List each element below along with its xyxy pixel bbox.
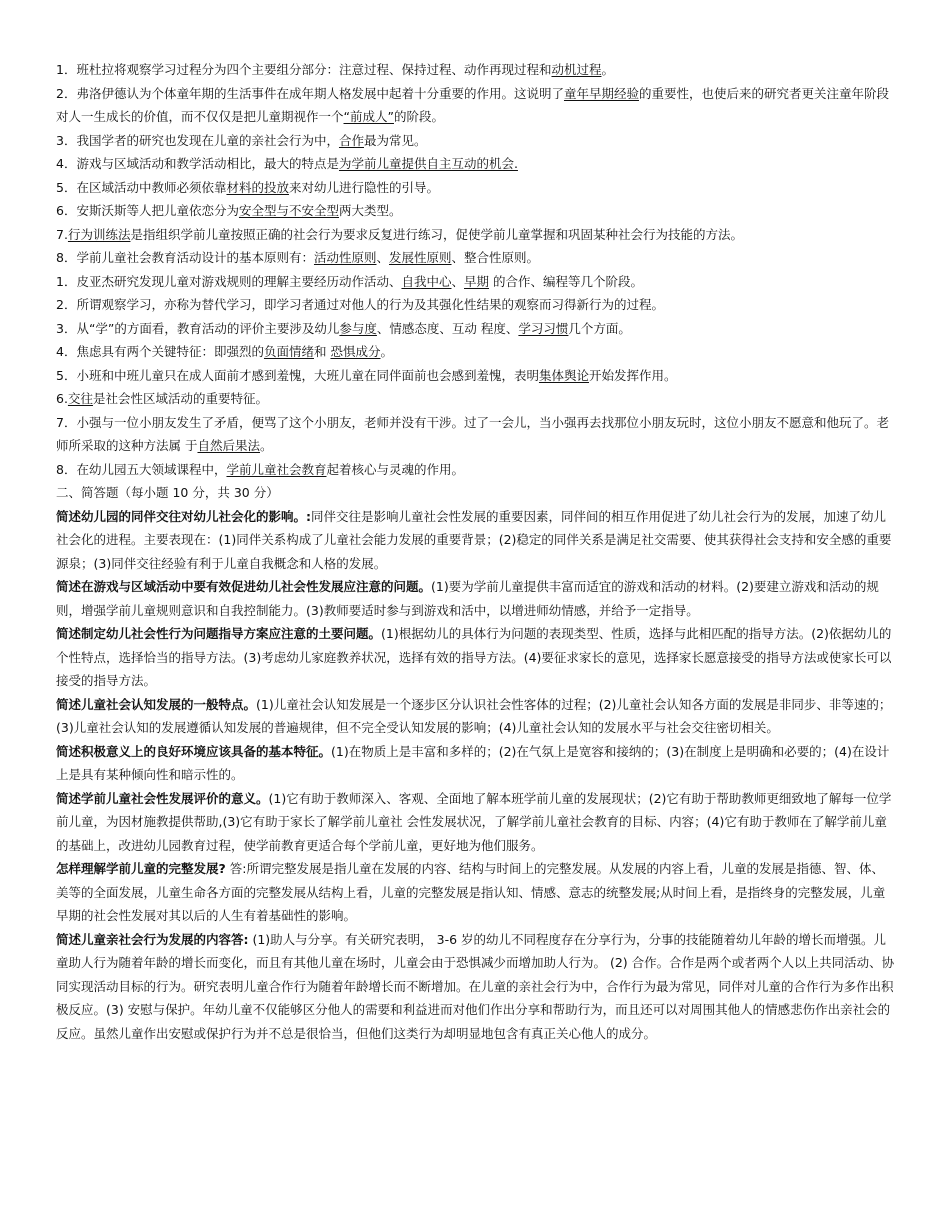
fill-item [56,364,896,388]
answer-blank: 活动性原则 [313,250,377,265]
fill-item [56,152,896,176]
text-run: 是社会性区域活动的重要特征。 [92,391,268,406]
answer-blank: 自我中心 [401,273,452,289]
text-run: 3．从“学”的方面看，教育活动的评价主要涉及幼儿 [56,320,340,336]
answer-blank: 合作 [338,132,364,148]
text-run: (1)在物质上是丰富和多样的；(2)在气氛上是宽容和接纳的；(3)在制度上是明确和必要的；(4)在设计上是具有某种倾向性和暗示性的。 [56,743,890,782]
text-run: 几个方面。 [568,320,631,336]
text-run: 开始发挥作用。 [588,367,677,383]
text-run: 、 [451,273,464,289]
answer-blank: 负面情绪 [263,344,314,359]
text-run: 两大类型。 [338,203,402,218]
text-run: 起着核心与灵魂的作用。 [326,461,464,477]
answer-blank: 交往 [67,391,93,406]
qa-item [56,505,896,576]
fill-item [56,129,896,153]
text-run: 7. [56,226,68,242]
question-title: 简述儿童社会认知发展的一般特点。 [56,696,257,712]
fill-item [56,340,896,364]
qa-item [56,693,896,740]
text-run: 5．小班和中班儿童只在成人面前才感到羞愧，大班儿童在同伴面前也会感到羞愧，表明 [56,367,539,383]
fill-item [56,387,896,411]
fill-item [56,246,896,270]
text-run: 4．焦虑具有两个关键特征：即强烈的 [56,344,264,359]
fill-in-answers [56,58,896,481]
fill-item [56,317,896,341]
text-run: 4．游戏与区域活动和教学活动相比，最大的特点是 [56,156,339,171]
qa-item [56,787,896,858]
text-run: 、整合性原则。 [451,250,540,265]
fill-item [56,82,896,129]
question-title: 简述在游戏与区域活动中要有效促进幼儿社会性发展应注意的问题。 [56,579,432,594]
answer-blank: 安全型与不安全型 [238,203,339,218]
text-run: 的重要性，也使后来的研究者更关注童年阶段对人一生成长的价值，而不仅仅是把儿童期视作一个 [56,85,889,124]
text-run: 、情感态度、互动 程度、 [376,320,519,336]
text-run: 8．在幼儿园五大领域课程中， [56,461,227,477]
text-run: 、 [376,250,389,265]
text-run: 答:所谓完整发展是指儿童在发展的内容、结构与时间上的完整发展。从发展的内容上看，儿童的发展是指德、智、体、美等的全面发展，儿童生命各方面的完整发展从结构上看，儿童的完整发展是指认知、情感、意志的统整发展;从时间上看，是指终身的完整发展，儿童早期的社会性发展对其以后的人生有着基础性的影响。 [56,861,886,923]
document-body [56,58,896,1045]
answer-blank: 早期 [464,273,490,289]
question-title: 简述儿童亲社会行为发展的内容答: [56,931,249,947]
answer-blank: 童年早期经验 [563,85,639,101]
text-run: 最为常见。 [363,132,427,148]
qa-item [56,622,896,693]
question-title: 简述学前儿童社会性发展评价的意义。 [56,790,269,806]
answer-blank: 学前儿童社会教育 [226,461,327,477]
text-run: 的阶段。 [393,109,444,124]
text-run: (1)它有助于教师深入、客观、全面地了解本班学前儿童的发展现状；(2)它有助于帮助教师更细致地了解每一位学前儿童，为因材施教提供帮助,(3)它有助于家长了解学前儿童社 会性发展状况，了解学前儿童社会教育的目标、内容；(4)它有助于教师在了解学前儿童的基础上，改进幼儿园教育过程，使学前教育更适合每个学前儿童，更好地为他们服务。 [56,790,892,853]
fill-item [56,176,896,200]
text-run: (1)根据幼儿的具体行为问题的表现类型、性质，选择与此相匹配的指导方法。(2)依据幼儿的个性特点，选择恰当的指导方法。(3)考虑幼儿家庭教养状况，选择有效的指导方法。(4)要征求家长的意见，选择家长愿意接受的指导方法或使家长可以接受的指导方法。 [56,626,892,688]
text-run: 的合作、编程等几个阶段。 [489,273,643,289]
text-run: 1．皮亚杰研究发现儿童对游戏规则的理解主要经历动作活动、 [56,273,402,289]
text-run: 1．班杜拉将观察学习过程分为四个主要组分部分：注意过程、保持过程、动作再现过程和 [56,62,552,77]
text-run: 2．所谓观察学习，亦称为替代学习，即学习者通过对他人的行为及其强化性结果的观察而习得新行为的过程。 [56,297,664,312]
answer-blank: 集体舆论 [538,367,589,383]
answer-blank: 动机过程 [551,62,602,77]
text-run: 6. [56,391,68,406]
text-run: 3．我国学者的研究也发现在儿童的亲社会行为中， [56,132,339,148]
question-title: 简述积极意义上的良好环境应该具备的基本特征。 [56,743,332,759]
text-run: 同伴交往是影响儿童社会性发展的重要因素，同伴间的相互作用促进了幼儿社会行为的发展，加速了幼儿社会化的进程。主要表现在：(1)同伴关系构成了儿童社会能力发展的重要背景；(2)稳定的同伴关系是满足社交需要、使其获得社会支持和安全感的重要源泉；(3)同伴交往经验有利于儿童自我概念和人格的发展。 [56,508,892,571]
text-run: 8．学前儿童社会教育活动设计的基本原则有： [56,250,314,265]
text-run: 和 [313,344,331,359]
fill-item [56,199,896,223]
question-title: 怎样理解学前儿童的完整发展? [56,861,226,876]
answer-blank: 学习习惯 [518,320,569,336]
text-run: (1)助人与分享。有关研究表明， 3-6 岁的幼儿不同程度存在分享行为，分事的技能随着幼儿年龄的增长而增强。儿童助人行为随着年龄的增长而变化，而且有其他儿童在场时，儿童会由于恐惧减少而增加助人行为。 (2) 合作。合作是两个或者两个人以上共同活动、协同实现活动目标的行为。研究表明儿童合作行为随着年龄增长而不断增加。在儿童的亲社会行为中，合作行为最为常见，同伴对儿童的合作行为多作出积极反应。(3) 安慰与保护。年幼儿童不仅能够区分他人的需要和利益进而对他们作出分享和帮助行为，而且还可以对周围其他人的情感悲伤作出亲社会的反应。虽然儿童作出安慰或保护行为并不总是很恰当，但他们这类行为却明显地包含有真正关心他人的成分。 [56,931,895,1041]
text-run: 5．在区域活动中教师必须依靠 [56,179,227,195]
text-run: (1)要为学前儿童提供丰富而适宜的游戏和活动的材料。(2)要建立游戏和活动的规则，增强学前儿童规则意识和自我控制能力。(3)教师要适时参与到游戏和活中，以增进师幼情感，并给予一定指导。 [56,579,879,618]
fill-item [56,458,896,482]
qa-item [56,857,896,928]
text-run: 6．安斯沃斯等人把儿童依恋分为 [56,203,239,218]
text-run: 。 [260,438,273,453]
fill-item [56,223,896,247]
fill-item [56,293,896,317]
answer-blank: 参与度 [339,320,377,336]
text-run: 2．弗洛伊德认为个体童年期的生活事件在成年期人格发展中起着十分重要的作用。这说明了 [56,85,564,101]
answer-blank: 发展性原则 [389,250,452,265]
fill-item [56,58,896,82]
text-run: 是指组织学前儿童按照正确的社会行为要求反复进行练习，促使学前儿童掌握和巩固某种社会行为技能的方法。 [130,226,743,242]
answer-blank: 自然后果法 [197,438,260,453]
answer-blank: 恐惧成分 [330,344,381,359]
answer-blank: “前成人” [343,109,394,124]
qa-item [56,928,896,1046]
answer-blank: 材料的投放 [226,179,289,195]
question-title: 简述制定幼儿社会性行为问题指导方案应注意的土要问题。 [56,626,382,641]
short-answer-list [56,505,896,1046]
qa-item [56,740,896,787]
answer-blank: 为学前儿童提供自主互动的机会. [338,156,518,171]
fill-item [56,411,896,458]
section-heading: 二、简答题（每小题 10 分，共 30 分） [56,485,279,500]
text-run: (1)儿童社会认知发展是一个逐步区分认识社会性客体的过程；(2)儿童社会认知各方面的发展是非同步、非等速的；(3)儿童社会认知的发展遵循认知发展的普遍规律，但不完全受认知发展的影响；(4)儿童社会认知的发展水平与社会交往密切相关。 [56,696,892,735]
text-run: 7．小强与一位小朋友发生了矛盾，便骂了这个小朋友，老师并没有干涉。过了一会儿，当小强再去找那位小朋友玩时，这位小朋友不愿意和他玩了。老师所采取的这种方法属 于 [56,414,889,453]
answer-blank: 行为训练法 [67,226,131,242]
text-run: 来对幼儿进行隐性的引导。 [288,179,439,195]
text-run: 。 [601,62,614,77]
fill-item [56,270,896,294]
text-run: 。 [380,344,393,359]
question-title: 简述幼儿园的同伴交往对幼儿社会化的影响。: [56,508,311,524]
qa-item [56,575,896,622]
